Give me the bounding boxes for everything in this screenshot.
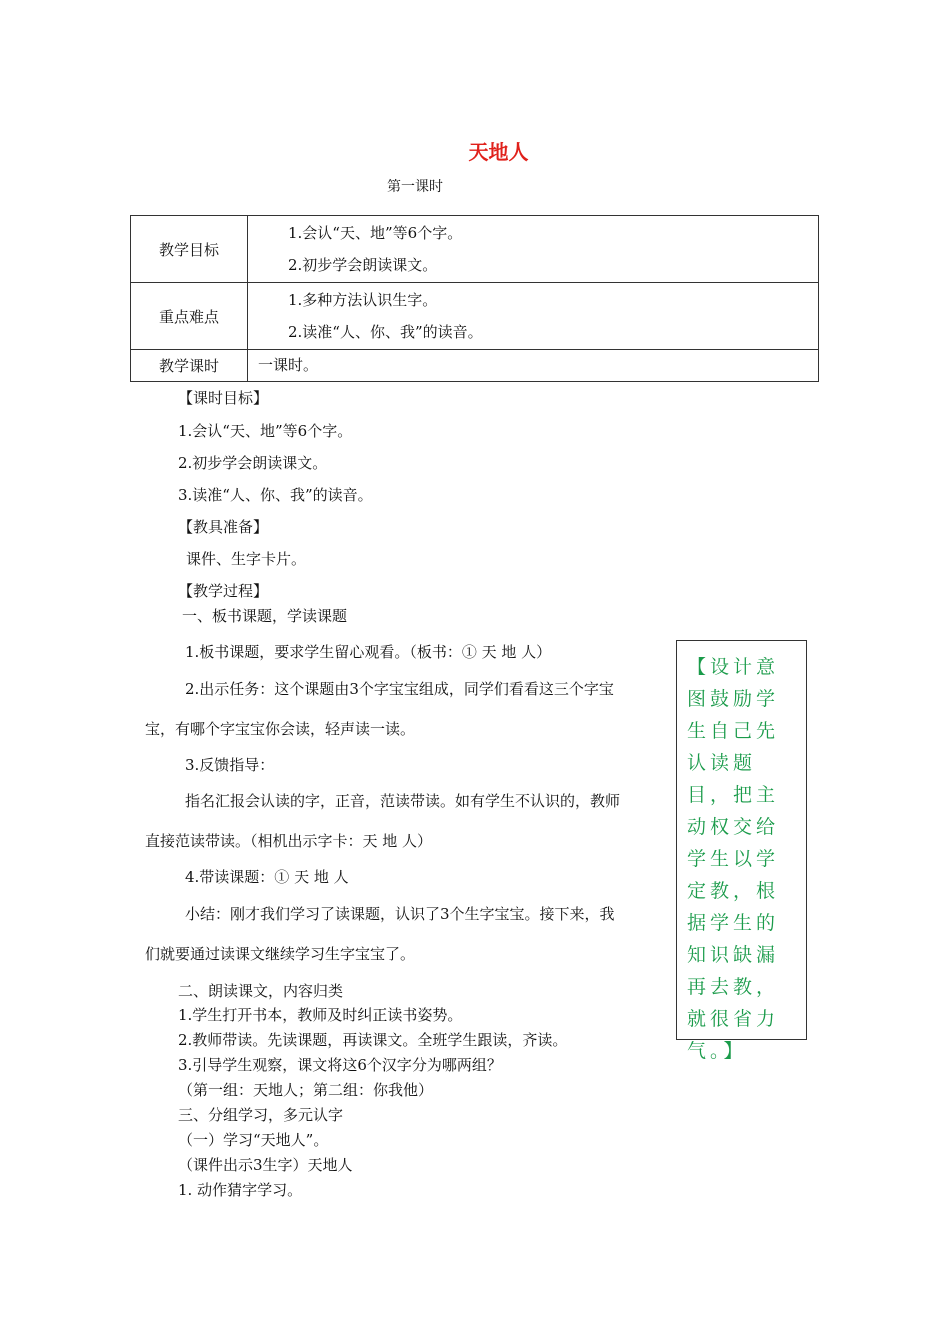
table-row <box>131 283 819 350</box>
step-heading: 一、板书课题，学读课题 <box>182 607 348 625</box>
table-row-content <box>248 283 819 350</box>
paragraph-line: 们就要通过读课文继续学习生字宝宝了。 <box>145 945 416 963</box>
paragraph-line: 宝，有哪个字宝宝你会读，轻声读一读。 <box>145 720 416 738</box>
goal-item: 1.会认“天、地”等6个字。 <box>178 422 353 440</box>
section-heading-materials: 【教具准备】 <box>178 518 269 536</box>
paragraph-line: 1.学生打开书本，教师及时纠正读书姿势。 <box>178 1006 463 1024</box>
table-row-content <box>248 350 819 382</box>
paragraph-line: 3.引导学生观察，课文将这6个汉字分为哪两组？ <box>178 1056 502 1074</box>
step-heading: 二、朗读课文，内容归类 <box>178 982 344 1000</box>
paragraph-line: 4.带读课题：① 天 地 人 <box>185 868 349 886</box>
table-item: 1.会认“天、地”等6个字。 <box>288 224 463 242</box>
goal-item: 3.读准“人、你、我”的读音。 <box>178 486 373 504</box>
paragraph-line: （第一组：天地人；第二组：你我他） <box>178 1081 434 1099</box>
paragraph-line: （课件出示3生字）天地人 <box>178 1156 353 1174</box>
goal-item: 2.初步学会朗读课文。 <box>178 454 328 472</box>
table-row-label: 教学目标 <box>131 216 248 283</box>
step-heading: 三、分组学习，多元认字 <box>178 1106 344 1124</box>
goals-table <box>130 215 819 382</box>
table-row-content <box>248 216 819 283</box>
paragraph-line: （一）学习“天地人”。 <box>178 1131 329 1149</box>
table-item: 2.读准“人、你、我”的读音。 <box>288 323 483 341</box>
page-title: 天地人 <box>468 140 529 164</box>
paragraph-line: 1.板书课题，要求学生留心观看。（板书：① 天 地 人） <box>185 643 552 661</box>
table-item: 2.初步学会朗读课文。 <box>288 256 438 274</box>
table-row <box>131 350 819 382</box>
materials-text: 课件、生字卡片。 <box>186 550 307 568</box>
table-row <box>131 216 819 283</box>
table-row-label: 教学课时 <box>131 350 248 382</box>
paragraph-line: 2.出示任务：这个课题由3个字宝宝组成，同学们看看这三个字宝 <box>185 680 614 698</box>
design-intent-box <box>676 640 807 1062</box>
paragraph-line: 指名汇报会认读的字，正音，范读带读。如有学生不认识的，教师 <box>185 792 621 810</box>
paragraph-line: 3.反馈指导： <box>185 756 275 774</box>
table-item: 1.多种方法认识生字。 <box>288 291 438 309</box>
table-row-label: 重点难点 <box>131 283 248 350</box>
paragraph-line: 直接范读带读。（相机出示字卡：天 地 人） <box>145 832 433 850</box>
paragraph-line: 小结：刚才我们学习了读课题，认识了3个生字宝宝。接下来，我 <box>185 905 615 923</box>
paragraph-line: 2.教师带读。先读课题，再读课文。全班学生跟读，齐读。 <box>178 1031 568 1049</box>
design-intent-note: 【设计意图鼓励学生自己先认读题目，把主动权交给学生以学定教，根据学生的知识缺漏再去教，就很省力气。】 <box>687 656 780 1062</box>
section-heading-lesson-goals: 【课时目标】 <box>178 389 269 407</box>
page-subtitle: 第一课时 <box>387 179 443 195</box>
paragraph-line: 1. 动作猜字学习。 <box>178 1181 303 1199</box>
table-item: 一课时。 <box>258 356 319 374</box>
section-heading-process: 【教学过程】 <box>178 582 269 600</box>
